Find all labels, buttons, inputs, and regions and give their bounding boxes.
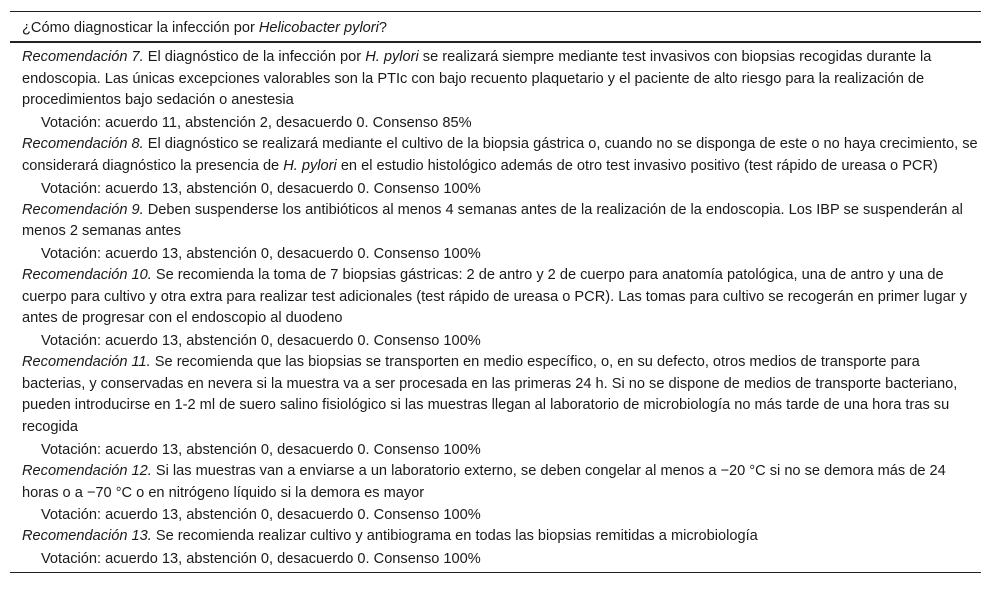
vote-line: Votación: acuerdo 13, abstención 0, desacuerdo 0. Consenso 100% xyxy=(41,441,481,458)
recommendation-label: Recomendación 9. xyxy=(22,201,144,218)
recommendation-label: Recomendación 12. xyxy=(22,462,152,479)
vote-line: Votación: acuerdo 13, abstención 0, desacuerdo 0. Consenso 100% xyxy=(41,550,481,567)
table-body xyxy=(10,43,981,572)
recommendation-text: El diagnóstico se realizará mediante el cultivo de la biopsia gástrica o, cuando no se disponga de este o no haya crecimiento, se considerará diagnóstico la presencia de xyxy=(22,136,978,174)
recommendation-label: Recomendación 10. xyxy=(22,266,152,283)
recommendation-8 xyxy=(10,134,981,177)
recommendation-text: Deben suspenderse los antibióticos al menos 4 semanas antes de la realización de la endoscopia. Los IBP se suspenderán al menos 2 semanas antes xyxy=(22,201,963,240)
recommendation-11 xyxy=(10,352,981,439)
recommendation-label: Recomendación 8. xyxy=(22,136,144,153)
recommendation-text: Se recomienda realizar cultivo y antibiograma en todas las biopsias remitidas a microbiología xyxy=(151,528,758,545)
recommendation-label: Recomendación 13. xyxy=(22,528,152,545)
species-name: H. pylori xyxy=(365,49,419,65)
vote-line: Votación: acuerdo 13, abstención 0, desacuerdo 0. Consenso 100% xyxy=(41,333,481,350)
recommendation-10 xyxy=(10,265,981,330)
header-title-text: ¿Cómo diagnosticar la infección por xyxy=(22,20,259,36)
vote-line: Votación: acuerdo 13, abstención 0, desacuerdo 0. Consenso 100% xyxy=(41,245,481,262)
recommendation-13 xyxy=(10,526,981,548)
recommendation-text: Si las muestras van a enviarse a un laboratorio externo, se deben congelar al menos a −20 °C si no se demora más de 24 horas o a −70 °C o en nitrógeno líquido si la demora es mayor xyxy=(22,462,946,501)
recommendation-9 xyxy=(10,200,981,243)
recommendation-label: Recomendación 11. xyxy=(22,354,151,371)
recommendation-text: se realizará siempre mediante test invasivos con biopsias recogidas durante la endoscopia. Las únicas excepciones valorables son la PTIc con bajo recuento plaquetario y el paciente de alto riesgo para la realización de procedimientos bajo sedación o anestesia xyxy=(22,49,932,109)
header-title-end: ? xyxy=(378,20,388,36)
recommendation-7 xyxy=(10,47,981,112)
vote-line: Votación: acuerdo 11, abstención 2, desacuerdo 0. Consenso 85% xyxy=(41,115,472,132)
recommendation-text: Se recomienda que las biopsias se transporten en medio específico, o, en su defecto, otros medios de transporte para bacterias, y conservadas en nevera si la muestra va a ser procesada en las primeras 24 h. Si no se dispone de medios de transporte bacteriano, pueden introducirse en 1-2 ml de suero salino fisiológico si las muestras llegan al laboratorio de microbiología no más tarde de una hora tras su recogida xyxy=(22,354,958,436)
species-name: H. pylori xyxy=(283,157,337,174)
recommendation-text: Se recomienda la toma de 7 biopsias gástricas: 2 de antro y 2 de cuerpo para anatomía patológica, una de antro y una de cuerpo para cultivo y otra extra para realizar test adicionales (test rápido de ureasa o PCR). Las tomas para cultivo se recogerán en primer lugar y antes de progresar con el endoscopio al duodeno xyxy=(22,266,968,327)
recommendation-label: Recomendación 7. xyxy=(22,49,144,65)
vote-line: Votación: acuerdo 13, abstención 0, desacuerdo 0. Consenso 100% xyxy=(41,180,481,197)
recommendation-text: en el estudio histológico además de otro test invasivo positivo (test rápido de ureasa o PCR) xyxy=(336,157,938,174)
recommendation-12 xyxy=(10,461,981,504)
table-header xyxy=(10,12,981,43)
vote-line: Votación: acuerdo 13, abstención 0, desacuerdo 0. Consenso 100% xyxy=(41,507,481,524)
recommendations-table xyxy=(10,11,981,573)
recommendation-text: El diagnóstico de la infección por xyxy=(143,49,366,65)
header-title-species: Helicobacter pylori xyxy=(258,20,379,36)
